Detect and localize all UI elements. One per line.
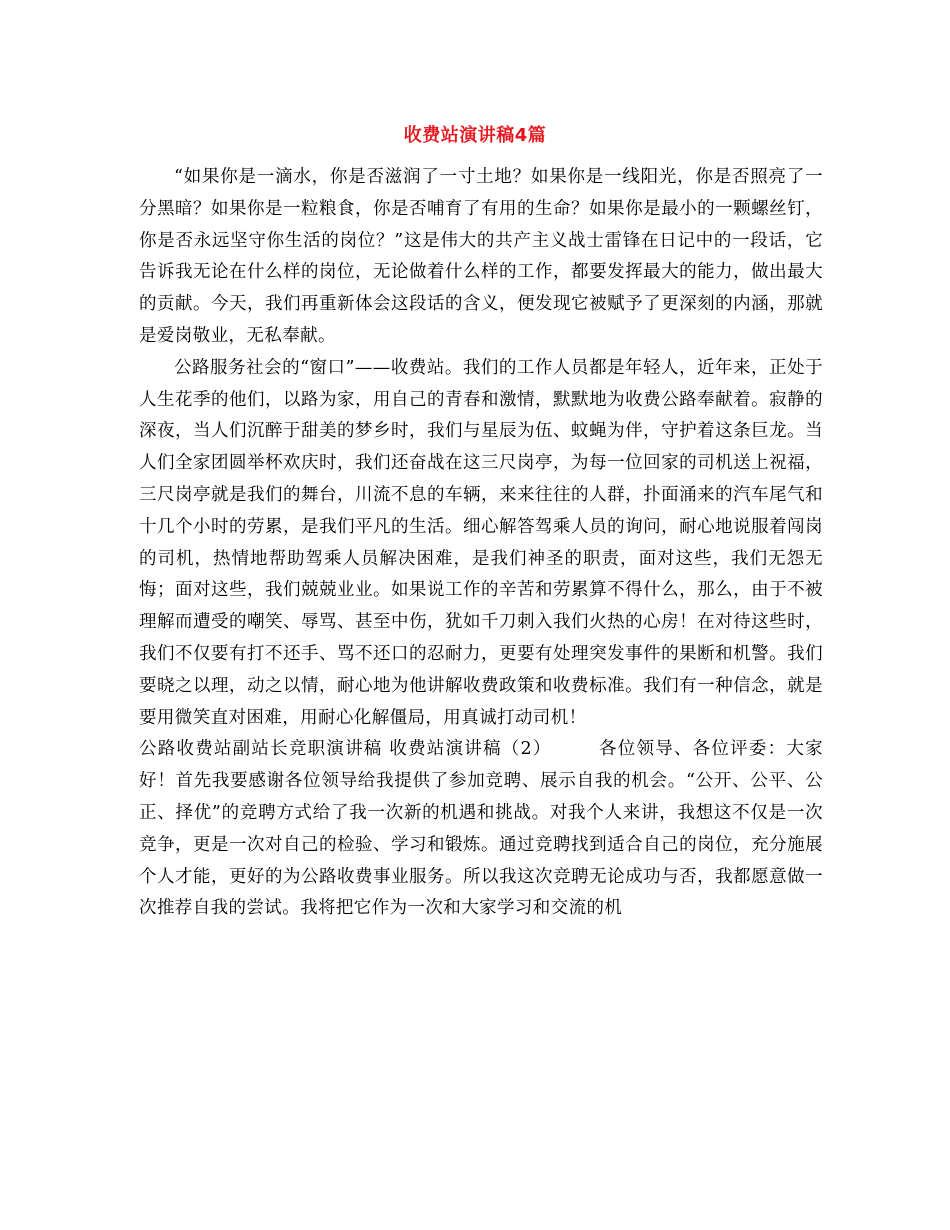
paragraph-deputy-director-speech: 公路收费站副站长竞职演讲稿 收费站演讲稿（2） 各位领导、各位评委：大家好！首先我要感谢各位领导给我提供了参加竞聘、展示自我的机会。“公开、公平、公正、择优”的竞聘方式给了我一次新的机遇和挑战。对我个人来讲，我想这不仅是一次竞争，更是一次对自己的检验、学习和锻炼。通过竞聘找到适合自己的岗位，充分施展个人才能，更好的为公路收费事业服务。所以我这次竞聘无论成功与否，我都愿意做一次推荐自我的尝试。我将把它作为一次和大家学习和交流的机 bbox=[139, 739, 823, 919]
document-title: 收费站演讲稿4篇 bbox=[403, 125, 547, 146]
paragraph-toll-station-window: 公路服务社会的“窗口”——收费站。我们的工作人员都是年轻人，近年来，正处于人生花季的他们，以路为家，用自己的青春和激情，默默地为收费公路奉献着。寂静的深夜，当人们沉醉于甜美的梦乡时，我们与星辰为伍、蚊蝇为伴，守护着这条巨龙。当人们全家团圆举杯欢庆时，我们还奋战在这三尺岗亭，为每一位回家的司机送上祝福，三尺岗亭就是我们的舞台，川流不息的车辆，来来往往的人群，扑面涌来的汽车尾气和十几个小时的劳累，是我们平凡的生活。细心解答驾乘人员的询问，耐心地说服着闯岗的司机，热情地帮助驾乘人员解决困难，是我们神圣的职责，面对这些，我们无怨无悔；面对这些，我们兢兢业业。如果说工作的辛苦和劳累算不得什么，那么，由于不被理解而遭受的嘲笑、辱骂、甚至中伤，犹如千刀刺入我们火热的心房！在对待这些时，我们不仅要有打不还手、骂不还口的忍耐力，更要有处理突发事件的果断和机警。我们要晓之以理，动之以情，耐心地为他讲解收费政策和收费标准。我们有一种信念，就是要用微笑直对困难，用耐心化解僵局，用真诚打动司机！ bbox=[139, 357, 823, 728]
paragraph-leifeng-quote: “如果你是一滴水，你是否滋润了一寸土地？如果你是一线阳光，你是否照亮了一分黑暗？如果你是一粒粮食，你是否哺育了有用的生命？如果你是最小的一颗螺丝钉，你是否永远坚守你生活的岗位？”这是伟大的共产主义战士雷锋在日记中的一段话，它告诉我无论在什么样的岗位，无论做着什么样的工作，都要发挥最大的能力，做出最大的贡献。今天，我们再重新体会这段话的含义，便发现它被赋予了更深刻的内涵，那就是爱岗敬业，无私奉献。 bbox=[139, 167, 823, 346]
document-body bbox=[139, 162, 823, 925]
